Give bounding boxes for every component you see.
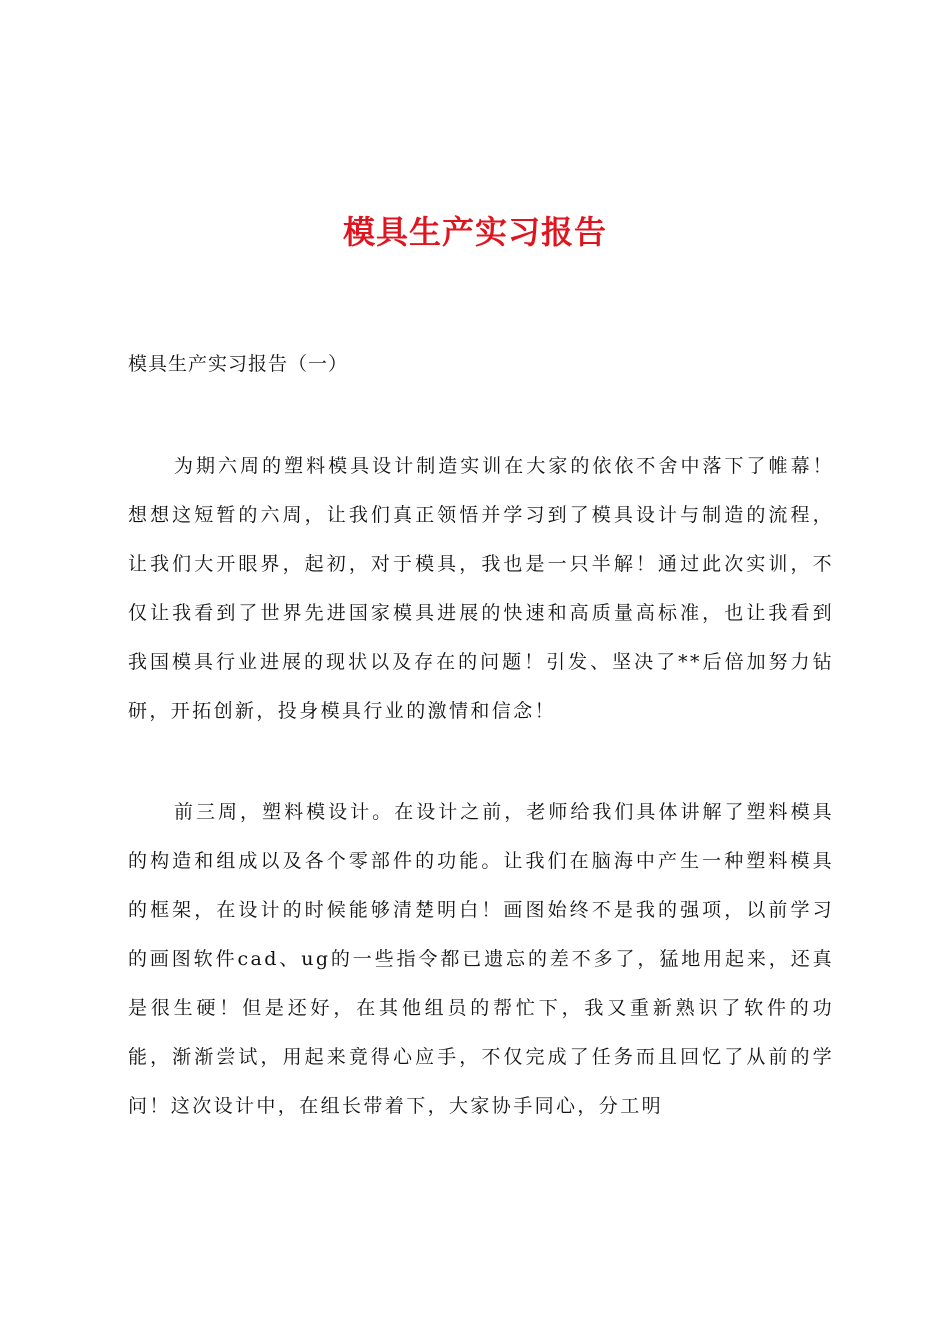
body-paragraph-1: 为期六周的塑料模具设计制造实训在大家的依依不舍中落下了帷幕！想想这短暂的六周，让我们真正领悟并学习到了模具设计与制造的流程，让我们大开眼界，起初，对于模具，我也是一只半解！通过此次实训，不仅让我看到了世界先进国家模具进展的快速和高质量高标准，也让我看到我国模具行业进展的现状以及存在的问题！引发、坚决了**后倍加努力钻研，开拓创新，投身模具行业的激情和信念！ (128, 455, 834, 722)
document-title: 模具生产实习报告 (342, 213, 607, 251)
section-heading: 模具生产实习报告（一） (128, 353, 349, 375)
body-paragraph-2: 前三周，塑料模设计。在设计之前，老师给我们具体讲解了塑料模具的构造和组成以及各个零部件的功能。让我们在脑海中产生一种塑料模具的框架，在设计的时候能够清楚明白！画图始终不是我的强项，以前学习的画图软件cad、ug的一些指令都已遗忘的差不多了，猛地用起来，还真是很生硬！但是还好，在其他组员的帮忙下，我又重新熟识了软件的功能，渐渐尝试，用起来竟得心应手，不仅完成了任务而且回忆了从前的学问！这次设计中，在组长带着下，大家协手同心，分工明 (128, 801, 834, 1117)
